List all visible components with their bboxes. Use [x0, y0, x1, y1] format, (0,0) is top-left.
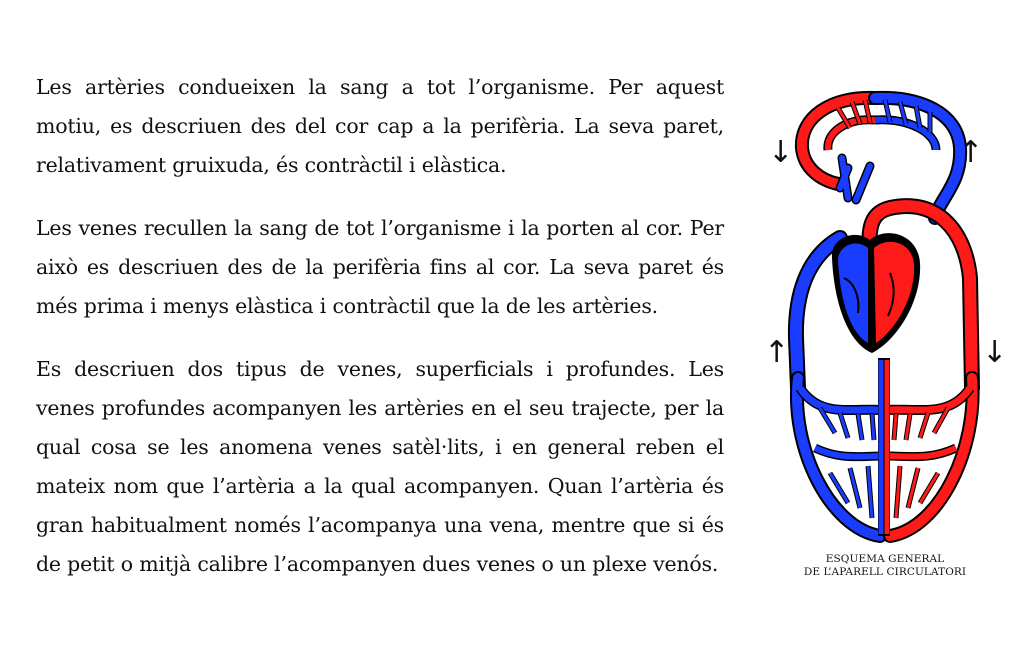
arrow-down-icon: ↓: [982, 335, 1008, 370]
pulmonary-circuit: [802, 98, 960, 218]
paragraph-vein-types: Es descriuen dos tipus de venes, superficials i profundes. Les venes profundes acompanyen les artèries en el seu trajecte, per la qual cosa se les anomena venes satèl·lits, i en general reben el mateix nom que l’artèria a la qual acompanyen. Quan l’artèria és gran habitualment només l’acompanya una vena, mentre que si és de petit o mitjà calibre l’acompanyen dues venes o un plexe venós.: [36, 357, 724, 576]
figure-caption: [770, 553, 1000, 579]
systemic-circuit: [797, 358, 973, 536]
paragraph-arteries: Les artèries condueixen la sang a tot l’organisme. Per aquest motiu, es descriuen des del cor cap a la perifèria. La seva paret, relativament gruixuda, és contràctil i elàstica.: [36, 75, 724, 177]
arrow-up-icon: ↑: [764, 335, 790, 370]
text-column: [36, 68, 724, 608]
caption-line-2: DE L’APARELL CIRCULATORI: [803, 566, 967, 578]
arrow-up-icon: ↑: [958, 135, 984, 170]
paragraph-veins: Les venes recullen la sang de tot l’organisme i la porten al cor. Per això es descriuen des de la perifèria fins al cor. La seva paret és més prima i menys elàstica i contràctil que la de les artèries.: [36, 216, 724, 318]
caption-line-1: ESQUEMA GENERAL: [825, 553, 945, 565]
arrow-down-icon: ↓: [768, 135, 794, 170]
heart: [832, 233, 920, 353]
